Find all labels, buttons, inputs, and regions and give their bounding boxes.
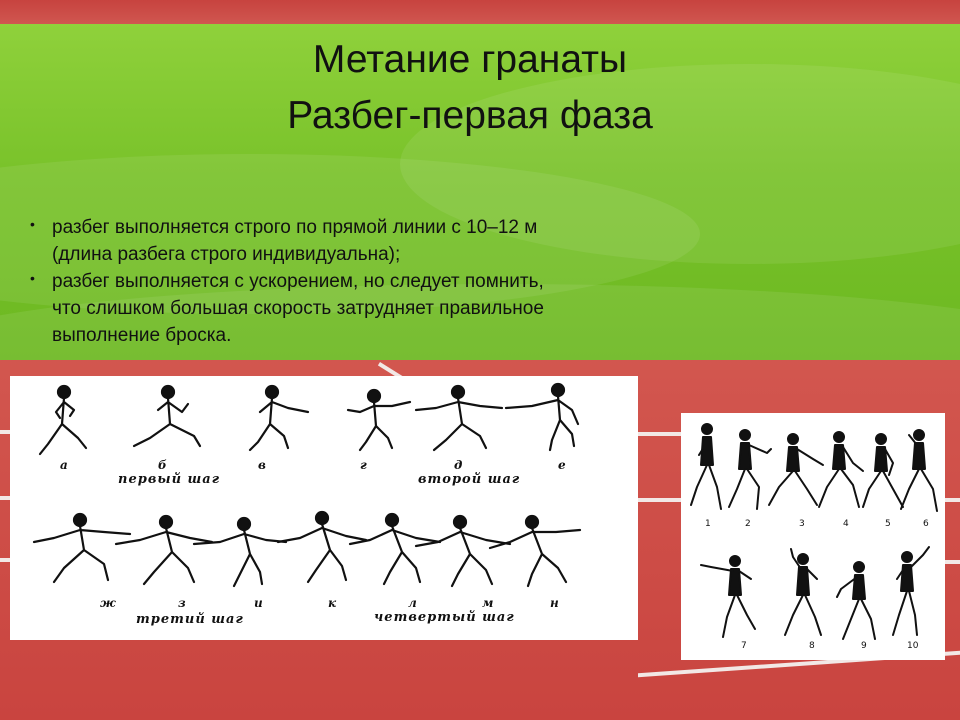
- frame-letter: а: [60, 458, 68, 472]
- lane-line: [0, 558, 10, 562]
- athlete-silhouette: [769, 434, 823, 505]
- lane-line: [945, 560, 960, 564]
- athlete-figure: [250, 386, 308, 450]
- frame-letter: л: [408, 596, 417, 610]
- athlete-silhouette: [893, 547, 929, 635]
- athlete-figure: [506, 384, 578, 450]
- frame-number: 1: [705, 519, 711, 529]
- frame-letter: ж: [100, 596, 116, 610]
- frame-number: 2: [745, 519, 751, 529]
- frame-number: 7: [741, 641, 747, 651]
- lane-line: [0, 496, 10, 500]
- athlete-silhouette: [701, 556, 755, 637]
- athlete-figure: [194, 518, 286, 586]
- frame-letter: м: [482, 596, 494, 610]
- frame-letter: е: [558, 458, 566, 472]
- frame-letter: в: [258, 458, 266, 472]
- bullet-text: разбег выполняется строго по прямой линии с 10–12 м (длина разбега строго индивидуальна);: [52, 217, 538, 265]
- frame-letter: з: [178, 596, 186, 610]
- step-label: первый шаг: [118, 472, 221, 487]
- athlete-silhouette: [819, 432, 863, 507]
- lane-line: [945, 498, 960, 502]
- athlete-silhouette: [729, 430, 771, 509]
- frame-number: 4: [843, 519, 849, 529]
- frame-letter: к: [328, 596, 337, 610]
- bullet-marker: •: [30, 270, 35, 286]
- lane-line: [0, 430, 10, 434]
- frame-letter: и: [254, 596, 263, 610]
- lane-line: [638, 432, 681, 436]
- step-label: четвертый шаг: [374, 610, 515, 625]
- bullet-item: [30, 214, 730, 268]
- athlete-figure: [350, 514, 440, 584]
- frame-letter: н: [550, 596, 559, 610]
- athlete-silhouette: [785, 549, 821, 635]
- athlete-silhouette: [691, 424, 721, 509]
- athlete-figure: [34, 514, 130, 582]
- athlete-figure: [416, 516, 510, 586]
- lane-line: [638, 498, 681, 502]
- athlete-figure: [278, 512, 366, 582]
- athlete-figure: [134, 386, 200, 446]
- step-label: второй шаг: [418, 472, 521, 487]
- frame-letter: д: [454, 458, 463, 472]
- runup-sequence-figure: [10, 376, 638, 640]
- slide-subtitle: Разбег-первая фаза: [287, 94, 653, 137]
- frame-number: 8: [809, 641, 815, 651]
- bullet-marker: •: [30, 216, 35, 232]
- bullet-item: [30, 268, 730, 349]
- bullet-text: разбег выполняется с ускорением, но следует помнить, что слишком большая скорость затрудняет правильное выполнение броска.: [52, 271, 544, 346]
- athlete-figure: [116, 516, 212, 584]
- frame-number: 6: [923, 519, 929, 529]
- slide-title: Метание гранаты: [312, 38, 628, 81]
- athlete-silhouette: [863, 434, 903, 507]
- athlete-figure: [348, 390, 410, 450]
- throw-sequence-figure: [681, 413, 945, 660]
- frame-letter: г: [360, 458, 367, 472]
- athlete-figure: [40, 386, 86, 454]
- throw-figures-drawing: [681, 413, 945, 660]
- step-label: третий шаг: [136, 612, 244, 627]
- athlete-figure: [490, 516, 580, 586]
- athlete-silhouette: [837, 562, 875, 639]
- frame-number: 5: [885, 519, 891, 529]
- athlete-silhouette: [901, 430, 937, 511]
- frame-number: 3: [799, 519, 805, 529]
- athlete-figure: [416, 386, 502, 450]
- frame-letter: б: [158, 458, 167, 472]
- frame-number: 10: [907, 641, 919, 651]
- frame-number: 9: [861, 641, 867, 651]
- bullet-list: [30, 214, 730, 349]
